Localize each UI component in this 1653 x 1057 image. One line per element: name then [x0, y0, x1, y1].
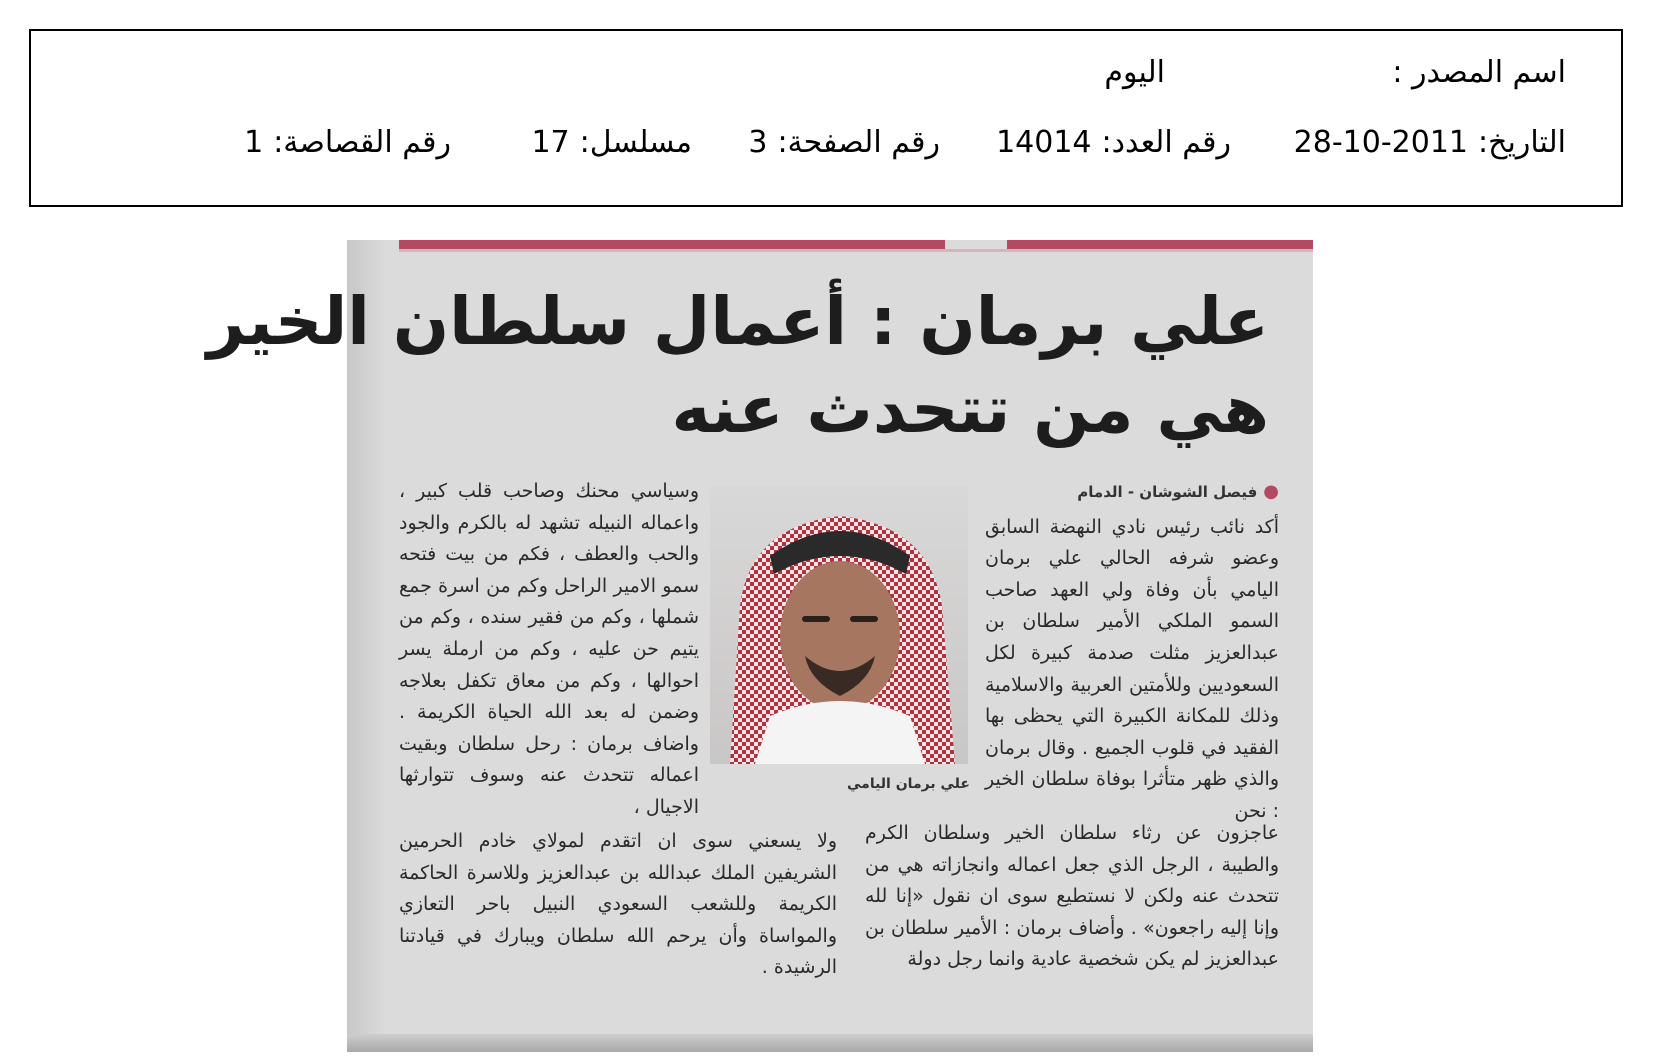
- headline-line-2: هي من تتحدث عنه: [671, 371, 1269, 448]
- source-value: اليوم: [1104, 55, 1165, 90]
- page-label: رقم الصفحة:: [777, 125, 940, 160]
- article-column-left: [399, 476, 699, 824]
- serial-value: 17: [531, 125, 570, 160]
- column-left-lower-text: ولا يسعني سوى ان اتقدم لمولاي خادم الحرمين الشريفين الملك عبدالله بن عبدالعزيز وللاسرة الحاكمة الكريمة وللشعب السعودي النبيل باحر التعازي والمواساة وأن يرحم الله سلطان ويبارك في قيادتنا الرشيدة .: [399, 830, 837, 979]
- article-column-left-lower: [399, 826, 837, 984]
- byline: [985, 476, 1279, 509]
- portrait-illustration: [710, 486, 968, 764]
- portrait-photo: [710, 486, 968, 764]
- issue-field: [996, 123, 1231, 163]
- article-column-right: [985, 476, 1279, 828]
- serial-label: مسلسل:: [579, 125, 692, 160]
- clip-value: 1: [244, 125, 264, 160]
- clip-field: [244, 123, 451, 163]
- bullet-icon: ●: [1263, 481, 1279, 502]
- paper-bottom-edge: [347, 1034, 1313, 1052]
- photo-caption: علي برمان اليامي: [847, 776, 970, 792]
- issue-label: رقم العدد:: [1101, 125, 1231, 160]
- date-value: 2011-10-28: [1293, 125, 1469, 160]
- date-field: [1294, 123, 1566, 163]
- byline-text: فيصل الشوشان - الدمام: [1077, 483, 1258, 501]
- metadata-row-source: [31, 53, 1621, 93]
- accent-bar-right: [1007, 240, 1313, 249]
- accent-underline: [399, 249, 1313, 252]
- accent-bar-left: [399, 240, 945, 249]
- newspaper-clipping: [206, 240, 1313, 1052]
- issue-value: 14014: [996, 125, 1092, 160]
- metadata-row-details: [31, 123, 1621, 163]
- column-left-text: وسياسي محنك وصاحب قلب كبير ، واعماله النبيله تشهد له بالكرم والجود والحب والعطف ، فكم من بيت فتحه سمو الامير الراحل وكم من اسرة جمع شملها ، وكم من فقير سنده ، وكم من يتيم حن عليه ، وكم من ارملة يسر احوالها ، وكم من معاق تكفل بعلاجه وضمن له بعد الله الحياة الكريمة . واضاف برمان : رحل سلطان وبقيت اعماله تتحدث عنه وسوف تتوارثها الاجيال ،: [399, 480, 699, 818]
- page-value: 3: [748, 125, 768, 160]
- metadata-box: [29, 29, 1623, 207]
- headline-line-1: علي برمان : أعمال سلطان الخير: [206, 283, 1269, 360]
- serial-field: [531, 123, 692, 163]
- page-field: [748, 123, 940, 163]
- source-field: [1392, 53, 1566, 93]
- column-right-text: أكد نائب رئيس نادي النهضة السابق وعضو شرفه الحالي علي برمان اليامي بأن وفاة ولي العهد صاحب السمو الملكي الأمير سلطان بن عبدالعزيز مثلت صدمة كبيرة لكل السعوديين وللأمتين العربية والاسلامية وذلك للمكانة الكبيرة التي يحظى بها الفقيد في قلوب الجميع . وقال برمان والذي ظهر متأثرا بوفاة سلطان الخير : نحن: [985, 515, 1279, 822]
- column-right-lower-text: عاجزون عن رثاء سلطان الخير وسلطان الكرم والطيبة ، الرجل الذي جعل اعماله وانجازاته هي من تتحدث عنه ولكن لا نستطيع سوى ان نقول «إنا لله وإنا إليه راجعون» . وأضاف برمان : الأمير سلطان بن عبدالعزيز لم يكن شخصية عادية وانما رجل دولة: [865, 822, 1279, 971]
- source-label: اسم المصدر :: [1392, 55, 1566, 90]
- clip-label: رقم القصاصة:: [273, 125, 451, 160]
- article-headline: [206, 278, 1269, 454]
- date-label: التاريخ:: [1478, 125, 1566, 160]
- article-column-right-lower: [865, 818, 1279, 976]
